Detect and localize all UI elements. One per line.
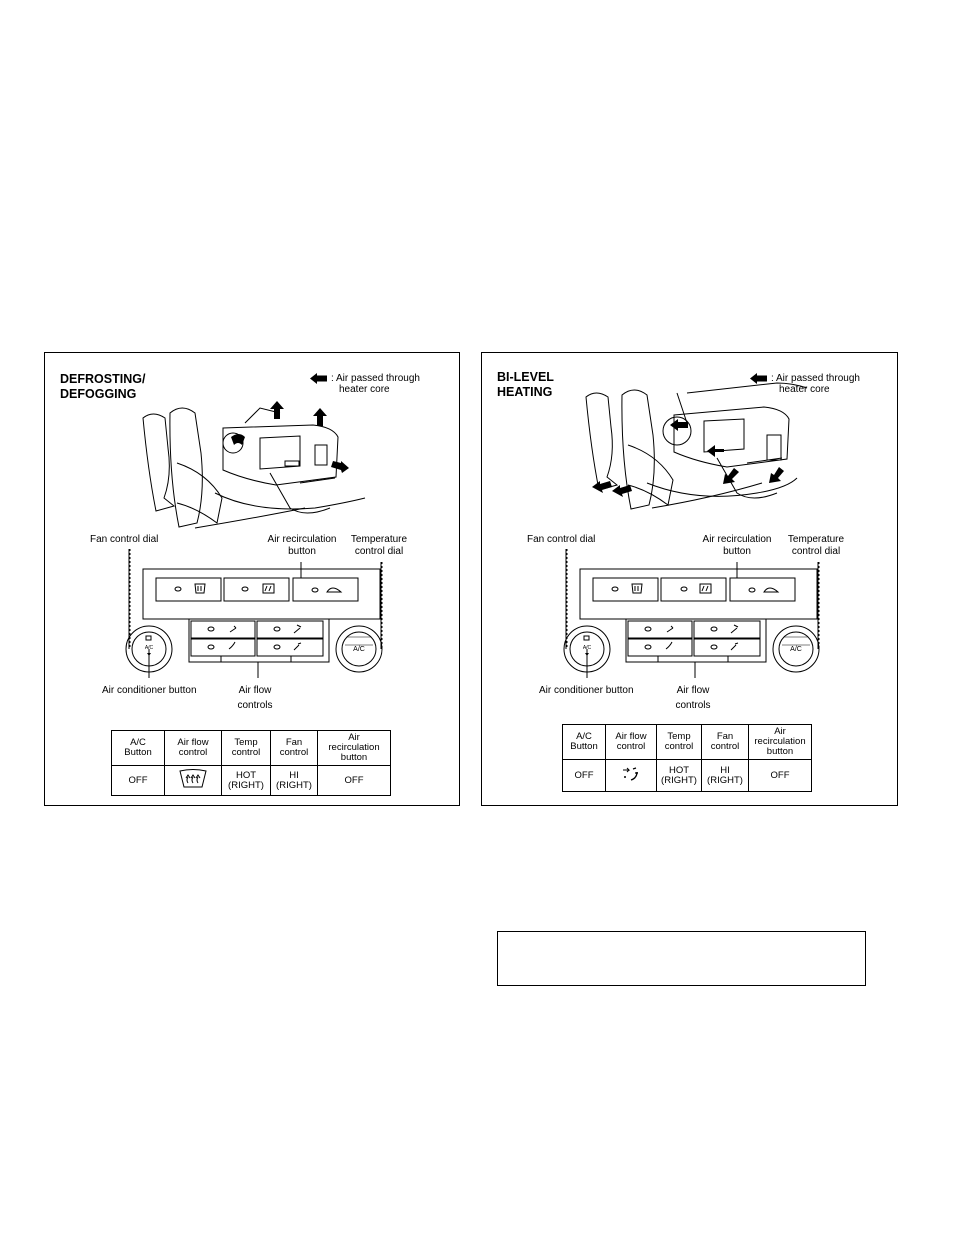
defrost-icon (178, 769, 208, 789)
bilevel-icon (621, 766, 641, 782)
air-recirculation-label: Air recirculation button (702, 534, 772, 557)
table-cell (165, 766, 222, 796)
table-cell: OFF (749, 760, 812, 792)
table-header-cell: Temp control (222, 731, 271, 766)
table-header-cell: Fan control (702, 725, 749, 760)
table-cell: OFF (318, 766, 391, 796)
settings-table (562, 724, 812, 792)
table-cell: OFF (563, 760, 606, 792)
table-header-cell: A/C Button (112, 731, 165, 766)
table-cell: OFF (112, 766, 165, 796)
table-header-cell: Air recirculation button (318, 731, 391, 766)
legend: : Air passed through heater core (750, 373, 860, 395)
defrosting-panel (44, 352, 460, 806)
table-header-cell: Temp control (657, 725, 702, 760)
ac-dial-text: A/C (582, 645, 592, 651)
table-header-row (563, 725, 812, 760)
note-box (497, 931, 866, 986)
bi-level-panel (481, 352, 898, 806)
table-header-cell: Air flow control (165, 731, 222, 766)
table-cell: HOT (RIGHT) (657, 760, 702, 792)
panel-title: BI-LEVEL HEATING (497, 370, 554, 399)
fan-control-dial-label: Fan control dial (90, 534, 159, 545)
fan-control-dial-label: Fan control dial (527, 534, 596, 545)
air-conditioner-button-label: Air conditioner button (102, 685, 197, 696)
table-cell: HI (RIGHT) (271, 766, 318, 796)
temp-dial-text: A/C (790, 646, 802, 653)
table-header-cell: Air flow control (606, 725, 657, 760)
settings-table (111, 730, 391, 796)
table-cell: HOT (RIGHT) (222, 766, 271, 796)
ac-dial-text: A/C (144, 645, 154, 651)
air-flow-controls-label: Air flow controls (675, 685, 711, 711)
table-header-cell: A/C Button (563, 725, 606, 760)
temperature-dial-label: Temperature control dial (350, 534, 408, 557)
air-recirculation-label: Air recirculation button (267, 534, 337, 557)
table-header-cell: Air recirculation button (749, 725, 812, 760)
table-cell: HI (RIGHT) (702, 760, 749, 792)
table-row (563, 760, 812, 792)
table-cell (606, 760, 657, 792)
table-row (112, 766, 391, 796)
panel-title: DEFROSTING/ DEFOGGING (60, 372, 146, 401)
temperature-dial-label: Temperature control dial (787, 534, 845, 557)
table-header-cell: Fan control (271, 731, 318, 766)
air-flow-controls-label: Air flow controls (237, 685, 273, 711)
table-header-row (112, 731, 391, 766)
legend: : Air passed through heater core (310, 373, 420, 395)
temp-dial-text: A/C (353, 646, 365, 653)
air-conditioner-button-label: Air conditioner button (539, 685, 634, 696)
